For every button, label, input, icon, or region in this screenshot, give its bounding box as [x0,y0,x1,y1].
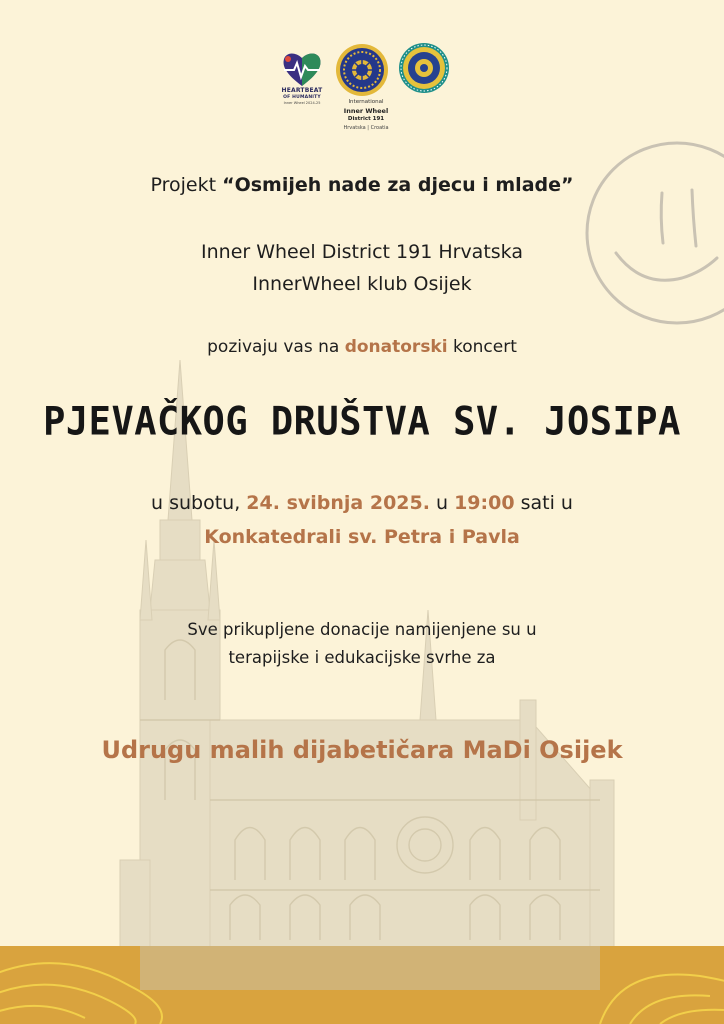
iw-caption-line2: Inner Wheel [343,106,389,115]
inner-wheel-caption [336,98,396,132]
iw-caption-line4: Hrvatska | Croatia [343,124,389,131]
iw-caption-line3: District 191 [347,116,385,122]
project-prefix: Projekt [150,174,223,196]
donations-line-1: Sve prikupljene donacije namijenjene su u [187,620,537,639]
inner-wheel-emblem-icon [335,42,389,98]
iw-caption-line1: International [348,99,384,105]
time-suffix: sati u [514,492,573,514]
event-date-line [0,492,724,514]
district-191-emblem-icon [398,42,450,94]
heartbeat-title-2: OF HUMANITY [283,94,321,100]
date-prefix: u subotu, [151,492,247,514]
invite-before: pozivaju vas na [207,337,345,357]
heart-icon [280,50,324,88]
invite-after: koncert [447,337,517,357]
invitation-line [0,337,724,357]
concert-title: PJEVAČKOG DRUŠTVA SV. JOSIPA [43,398,681,445]
heartbeat-of-humanity-logo [272,50,332,126]
project-name: “Osmijeh nade za djecu i mlade” [222,174,574,196]
smiley-face-icon [582,138,724,328]
bottom-decorative-band [0,946,724,1024]
donations-line-2: terapijske i edukacijske svrhe za [228,648,496,667]
heartbeat-title: HEARTBEAT [281,87,323,94]
event-date: 24. svibnja 2025. [246,492,430,514]
partner-logos [0,40,724,140]
beneficiary-name: Udrugu malih dijabetičara MaDi Osijek [101,736,623,764]
organizer-line-1: Inner Wheel District 191 Hrvatska [201,241,523,263]
invite-highlight: donatorski [344,337,448,357]
event-time: 19:00 [454,492,515,514]
event-place: Konkatedrali sv. Petra i Pavla [204,526,520,548]
organizer-line-2: InnerWheel klub Osijek [252,273,472,295]
heartbeat-sub: Inner Wheel 2024-25 [283,101,321,105]
project-line [0,174,724,196]
time-prefix: u [429,492,455,514]
